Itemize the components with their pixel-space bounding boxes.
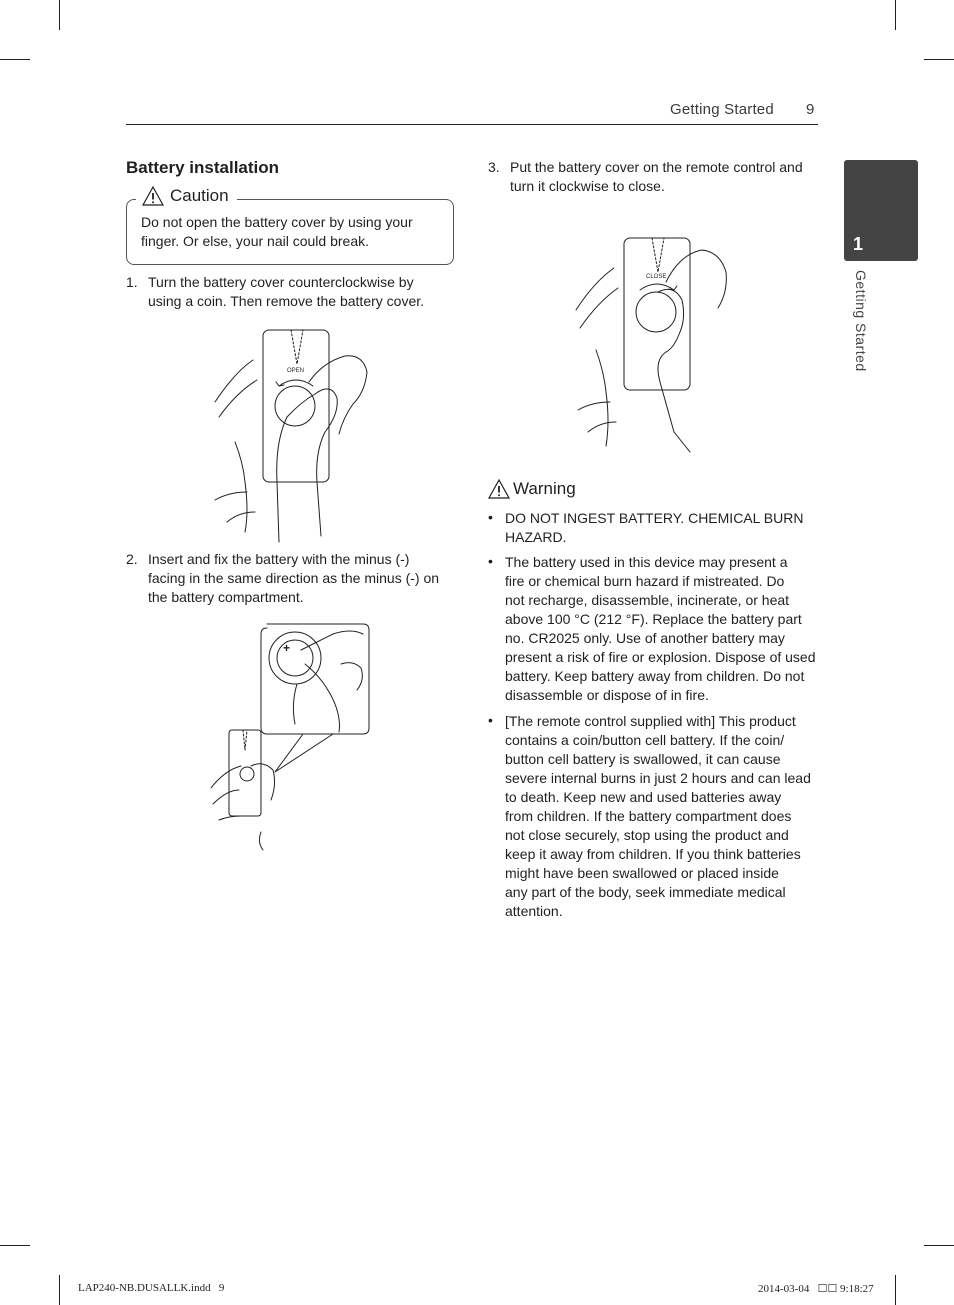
figure-close-cover <box>570 232 740 454</box>
step-text: Turn the battery cover counterclockwise by using a coin. Then remove the battery cover. <box>148 274 425 309</box>
bullet-dot: • <box>488 553 493 569</box>
caution-label: Caution <box>170 186 229 205</box>
crop-mark <box>895 1275 896 1305</box>
plus-label: + <box>283 641 291 655</box>
open-label: OPEN <box>287 368 305 374</box>
crop-mark <box>924 1245 954 1246</box>
step-text: Put the battery cover on the remote control and turn it clockwise to close. <box>510 159 803 194</box>
crop-mark <box>0 1245 30 1246</box>
crop-mark <box>924 59 954 60</box>
warning-header <box>488 479 576 499</box>
warning-bullet: DO NOT INGEST BATTERY. CHEMICAL BURN HAZARD. <box>505 510 804 545</box>
callout-box <box>261 624 369 772</box>
warning-bullet: The battery used in this device may present a fire or chemical burn hazard if mistreated. Do not recharge, disassemble, incinerate, or heat above 100 °C (212 °F). Replace the battery part no. CR2025 only. Use of another battery may present a risk of fire or explosion. Dispose of used battery. Keep battery away from children. Do not disassemble or dispose of in fire. <box>505 554 816 703</box>
chapter-side-label: Getting Started <box>853 270 869 372</box>
figure-insert-battery <box>205 620 375 852</box>
step-number: 3. <box>488 159 500 175</box>
remote-outline <box>263 330 329 482</box>
warning-label: Warning <box>513 479 576 498</box>
header-rule <box>126 124 818 125</box>
close-label: CLOSE <box>646 274 667 280</box>
crop-mark <box>895 0 896 30</box>
crop-mark <box>59 1275 60 1305</box>
crop-mark <box>59 0 60 30</box>
chapter-tab <box>844 160 918 261</box>
chapter-number: 1 <box>853 234 864 254</box>
bullet-dot: • <box>488 509 493 525</box>
crop-mark <box>0 59 30 60</box>
step-text: Insert and fix the battery with the minus (-) facing in the same direction as the minus (-) on the battery compartment. <box>148 551 440 605</box>
small-remote <box>229 730 261 816</box>
figure-open-cover <box>205 322 375 544</box>
footer-timestamp: 2014-03-04 ☐☐ 9:18:27 <box>758 1283 874 1295</box>
bullet-dot: • <box>488 712 493 728</box>
step-number: 2. <box>126 551 138 567</box>
footer-filename: LAP240-NB.DUSALLK.indd 9 <box>78 1282 225 1294</box>
section-title: Battery installation <box>126 158 280 177</box>
page-number: 9 <box>806 101 815 118</box>
remote-outline <box>624 238 690 390</box>
running-header: Getting Started <box>670 101 774 118</box>
warning-bullet: [The remote control supplied with] This product contains a coin/button cell battery. If the coin/ button cell battery is swallowed, it can cause severe internal burns in just 2 hours and can lead to death. Keep new and used batteries away from children. If the battery compartment does not close securely, stop using the product and keep it away from children. If you think batteries might have been swallowed or placed inside any part of the body, seek immediate medical attention. <box>505 713 811 919</box>
caution-header <box>136 184 237 208</box>
caution-text: Do not open the battery cover by using your finger. Or else, your nail could break. <box>141 214 413 249</box>
caution-icon <box>142 186 164 206</box>
step-number: 1. <box>126 274 138 290</box>
warning-icon <box>488 479 510 499</box>
